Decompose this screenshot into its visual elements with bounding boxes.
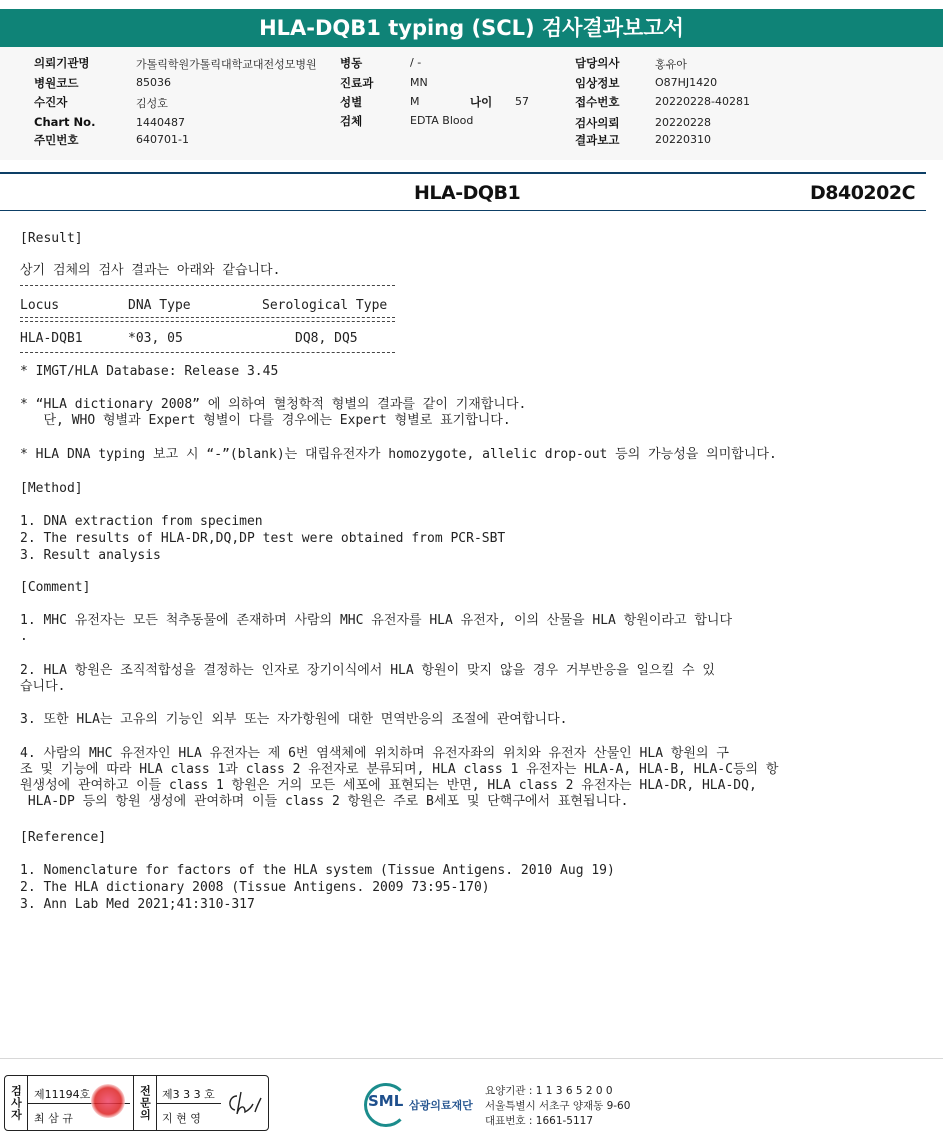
specialist-license-no: 제3 3 3 호 <box>162 1088 215 1101</box>
info-label-doctor: 담당의사 <box>575 56 620 70</box>
table-separator <box>20 317 395 318</box>
table-separator <box>20 285 395 286</box>
specialist-divider <box>156 1103 221 1104</box>
comment-item: 2. HLA 항원은 조직적합성을 결정하는 인자로 장기이식에서 HLA 항원이 맞지 않을 경우 거부반응을 일으킬 수 있 습니다. <box>20 663 715 694</box>
info-value-age: 57 <box>515 95 529 108</box>
info-label-patient: 수진자 <box>34 95 68 109</box>
inspector-name: 최 삼 규 <box>34 1112 73 1125</box>
specialist-label-text: 전문의 <box>138 1085 152 1121</box>
report-title: HLA-DQB1 typing (SCL) 검사결과보고서 <box>0 9 943 47</box>
table-separator <box>20 352 395 353</box>
org-phone: 대표번호 : 1661-5117 <box>485 1115 594 1127</box>
reference-item: 1. Nomenclature for factors of the HLA system (Tissue Antigens. 2010 Aug 19) <box>20 863 615 878</box>
note-blank: * HLA DNA typing 보고 시 “-”(blank)는 대립유전자가 homozygote, allelic drop-out 등의 가능성을 의미합니다. <box>20 447 777 462</box>
reference-item: 3. Ann Lab Med 2021;41:310-317 <box>20 897 255 912</box>
info-value-receipt-no: 20220228-40281 <box>655 95 750 108</box>
note-dictionary-line2: 단, WHO 형별과 Expert 형별이 다를 경우에는 Expert 형별로 표기합니다. <box>20 413 511 428</box>
method-item: 2. The results of HLA-DR,DQ,DP test were obtained from PCR-SBT <box>20 531 506 546</box>
info-label-report-date: 결과보고 <box>575 133 620 147</box>
info-value-sex: M <box>410 95 420 108</box>
info-label-department: 진료과 <box>340 76 374 90</box>
info-value-institution: 가톨릭학원가톨릭대학교대전성모병원 <box>136 58 317 71</box>
info-value-department: MN <box>410 76 428 89</box>
specialist-label <box>133 1076 157 1130</box>
reference-heading: [Reference] <box>20 830 107 845</box>
table-cell-locus: HLA-DQB1 <box>20 331 83 346</box>
sml-logo-text: SML <box>368 1092 404 1110</box>
note-dictionary-line1: * “HLA dictionary 2008” 에 의하여 혈청학적 형별의 결과를 같이 기재합니다. <box>20 397 527 412</box>
info-value-patient: 김성호 <box>136 97 168 110</box>
info-label-request-date: 검사의뢰 <box>575 116 620 130</box>
specialist-name: 지 현 영 <box>162 1112 201 1125</box>
info-label-receipt-no: 접수번호 <box>575 95 620 109</box>
info-label-hospital-code: 병원코드 <box>34 76 79 90</box>
comment-item: 3. 또한 HLA는 고유의 기능인 외부 또는 자가항원에 대한 면역반응의 조절에 관여합니다. <box>20 712 568 727</box>
info-value-doctor: 홍유아 <box>655 58 687 71</box>
table-cell-dna-type: *03, 05 <box>128 331 183 346</box>
signature-icon <box>225 1088 263 1120</box>
method-heading: [Method] <box>20 481 83 496</box>
info-value-hospital-code: 85036 <box>136 76 171 89</box>
info-label-ward: 병동 <box>340 56 363 70</box>
info-value-specimen: EDTA Blood <box>410 114 474 127</box>
footer-divider <box>0 1058 943 1059</box>
inspector-label-text: 검사자 <box>9 1085 23 1121</box>
org-name: 삼광의료재단 <box>409 1099 473 1112</box>
test-name: HLA-DQB1 <box>414 182 521 204</box>
signature-box <box>4 1075 269 1131</box>
info-label-age: 나이 <box>470 95 493 109</box>
comment-heading: [Comment] <box>20 580 91 595</box>
method-item: 1. DNA extraction from specimen <box>20 514 263 529</box>
info-value-request-date: 20220228 <box>655 116 711 129</box>
table-separator <box>20 321 395 322</box>
result-intro: 상기 검체의 검사 결과는 아래와 같습니다. <box>20 263 281 278</box>
info-label-specimen: 검체 <box>340 114 363 128</box>
info-label-sex: 성별 <box>340 95 363 109</box>
info-value-ward: / - <box>410 56 422 69</box>
method-item: 3. Result analysis <box>20 548 161 563</box>
info-label-institution: 의뢰기관명 <box>34 56 90 70</box>
patient-info-panel <box>0 47 943 160</box>
table-cell-serological-type: DQ8, DQ5 <box>295 331 358 346</box>
info-value-resident-no: 640701-1 <box>136 133 189 146</box>
inspector-license-no: 제11194호 <box>34 1088 91 1101</box>
info-value-report-date: 20220310 <box>655 133 711 146</box>
reference-item: 2. The HLA dictionary 2008 (Tissue Antigens. 2009 73:95-170) <box>20 880 490 895</box>
test-code: D840202C <box>810 182 916 204</box>
org-code: 요양기관 : 1 1 3 6 5 2 0 0 <box>485 1085 613 1097</box>
header-rule-top <box>0 172 926 174</box>
org-address: 서울특별시 서초구 양재동 9-60 <box>485 1100 631 1112</box>
note-database: * IMGT/HLA Database: Release 3.45 <box>20 364 279 379</box>
info-value-clinical: O87HJ1420 <box>655 76 718 89</box>
header-rule-bottom <box>0 210 926 211</box>
table-header-serological-type: Serological Type <box>262 298 388 313</box>
inspector-label <box>5 1076 28 1130</box>
result-heading: [Result] <box>20 231 83 246</box>
table-header-locus: Locus <box>20 298 60 313</box>
info-value-chart-no: 1440487 <box>136 116 185 129</box>
info-label-resident-no: 주민번호 <box>34 133 79 147</box>
comment-item: 1. MHC 유전자는 모든 척추동물에 존재하며 사람의 MHC 유전자를 HLA 유전자, 이의 산물을 HLA 항원이라고 합니다 . <box>20 613 733 644</box>
comment-item: 4. 사람의 MHC 유전자인 HLA 유전자는 제 6번 염색체에 위치하며 유전자좌의 위치와 유전자 산물인 HLA 항원의 구 조 및 기능에 따라 HLA class 1과 class 2 유전자로 분류되며, HLA class 1 유전자는 HLA-A, HLA-B, HLA-C등의 항 원생성에 관여하고 이들 class 1 항원은 거의 모든 세포에 표현되는 반면, HLA class 2 유전자는 HLA-DR, HLA-DQ, HLA-DP 등의 항원 생성에 관여하며 이들 class 2 항원은 주로 B세포 및 단핵구에서 표현됩니다. <box>20 746 779 809</box>
info-label-clinical: 임상정보 <box>575 76 620 90</box>
info-label-chart-no: Chart No. <box>34 115 96 129</box>
table-header-dna-type: DNA Type <box>128 298 191 313</box>
seal-stamp-icon <box>91 1084 125 1118</box>
